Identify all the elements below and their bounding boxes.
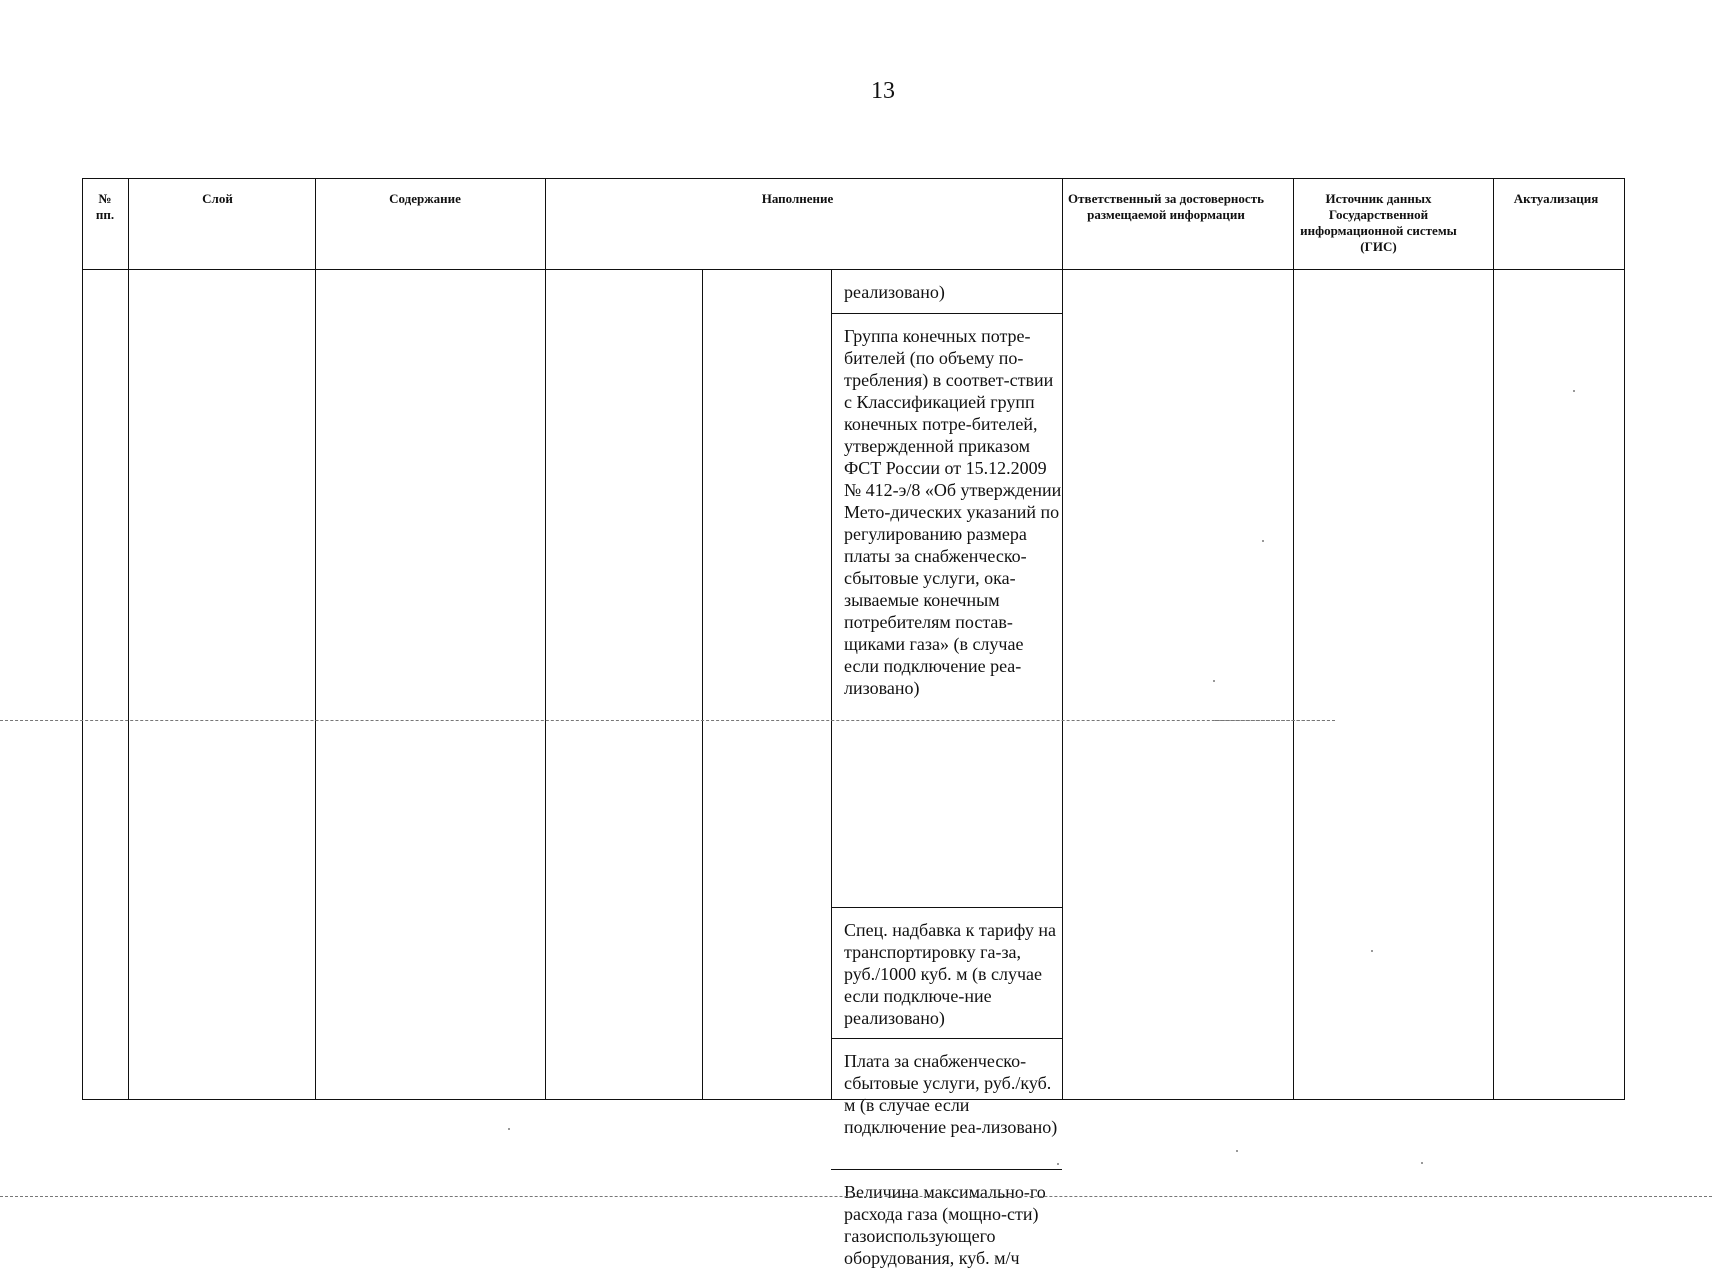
header-content: Содержание [389,191,461,206]
scan-speck [1262,540,1264,542]
filling-item: Спец. надбавка к тарифу на транспортировку га-за, руб./1000 куб. м (в случае если подключе-ние реализовано) [844,920,1056,1028]
scan-fold-line [0,720,1330,721]
header-update: Актуализация [1513,191,1599,206]
column-divider [1493,179,1494,1099]
header-source: Источник данных Государственной информационной системы (ГИС) [1300,191,1457,254]
cell-divider [831,313,1062,314]
filling-item: реализовано) [844,282,945,302]
header-filling: Наполнение [761,191,834,206]
scan-fold-line [1215,720,1335,721]
scan-speck [1573,390,1575,392]
header-responsible: Ответственный за достоверность размещаемой информации [1068,191,1264,222]
scan-speck [508,1128,510,1130]
column-divider [128,179,129,1099]
page-number: 13 [871,78,895,104]
cell-divider [831,907,1062,908]
subcolumn-divider [702,269,703,1099]
scan-speck [1371,950,1373,952]
header-num: № пп. [95,191,115,222]
data-table [82,178,1625,1268]
filling-item: Величина максимально-го расхода газа (мощно-сти) газоиспользующего оборудования, куб. м/ч [844,1182,1046,1268]
filling-item: Плата за снабженческо-сбытовые услуги, руб./куб. м (в случае если подключение реа-лизовано) [844,1051,1058,1137]
filling-item: Группа конечных потре-бителей (по объему по-требления) в соответ-ствии с Классификацией групп конечных потре-бителей, утвержденной приказом ФСТ России от 15.12.2009 № 412-э/8 «Об утверждении Мето-дических указаний по регулированию размера платы за снабженческо-сбытовые услуги, ока-зываемые конечным потребителям постав-щиками газа» (в случае если подключение реа-лизовано) [844,326,1062,698]
scan-fold-line [0,1196,1712,1197]
subcolumn-divider [831,269,832,1099]
column-divider [1293,179,1294,1099]
scan-speck [1236,1150,1238,1152]
column-divider [315,179,316,1099]
header-layer: Слой [202,191,233,206]
scan-speck [1213,680,1215,682]
scan-speck [1421,1162,1423,1164]
scan-speck [1057,1163,1059,1165]
column-divider [545,179,546,1099]
cell-divider [831,1169,1062,1170]
cell-divider [831,1038,1062,1039]
